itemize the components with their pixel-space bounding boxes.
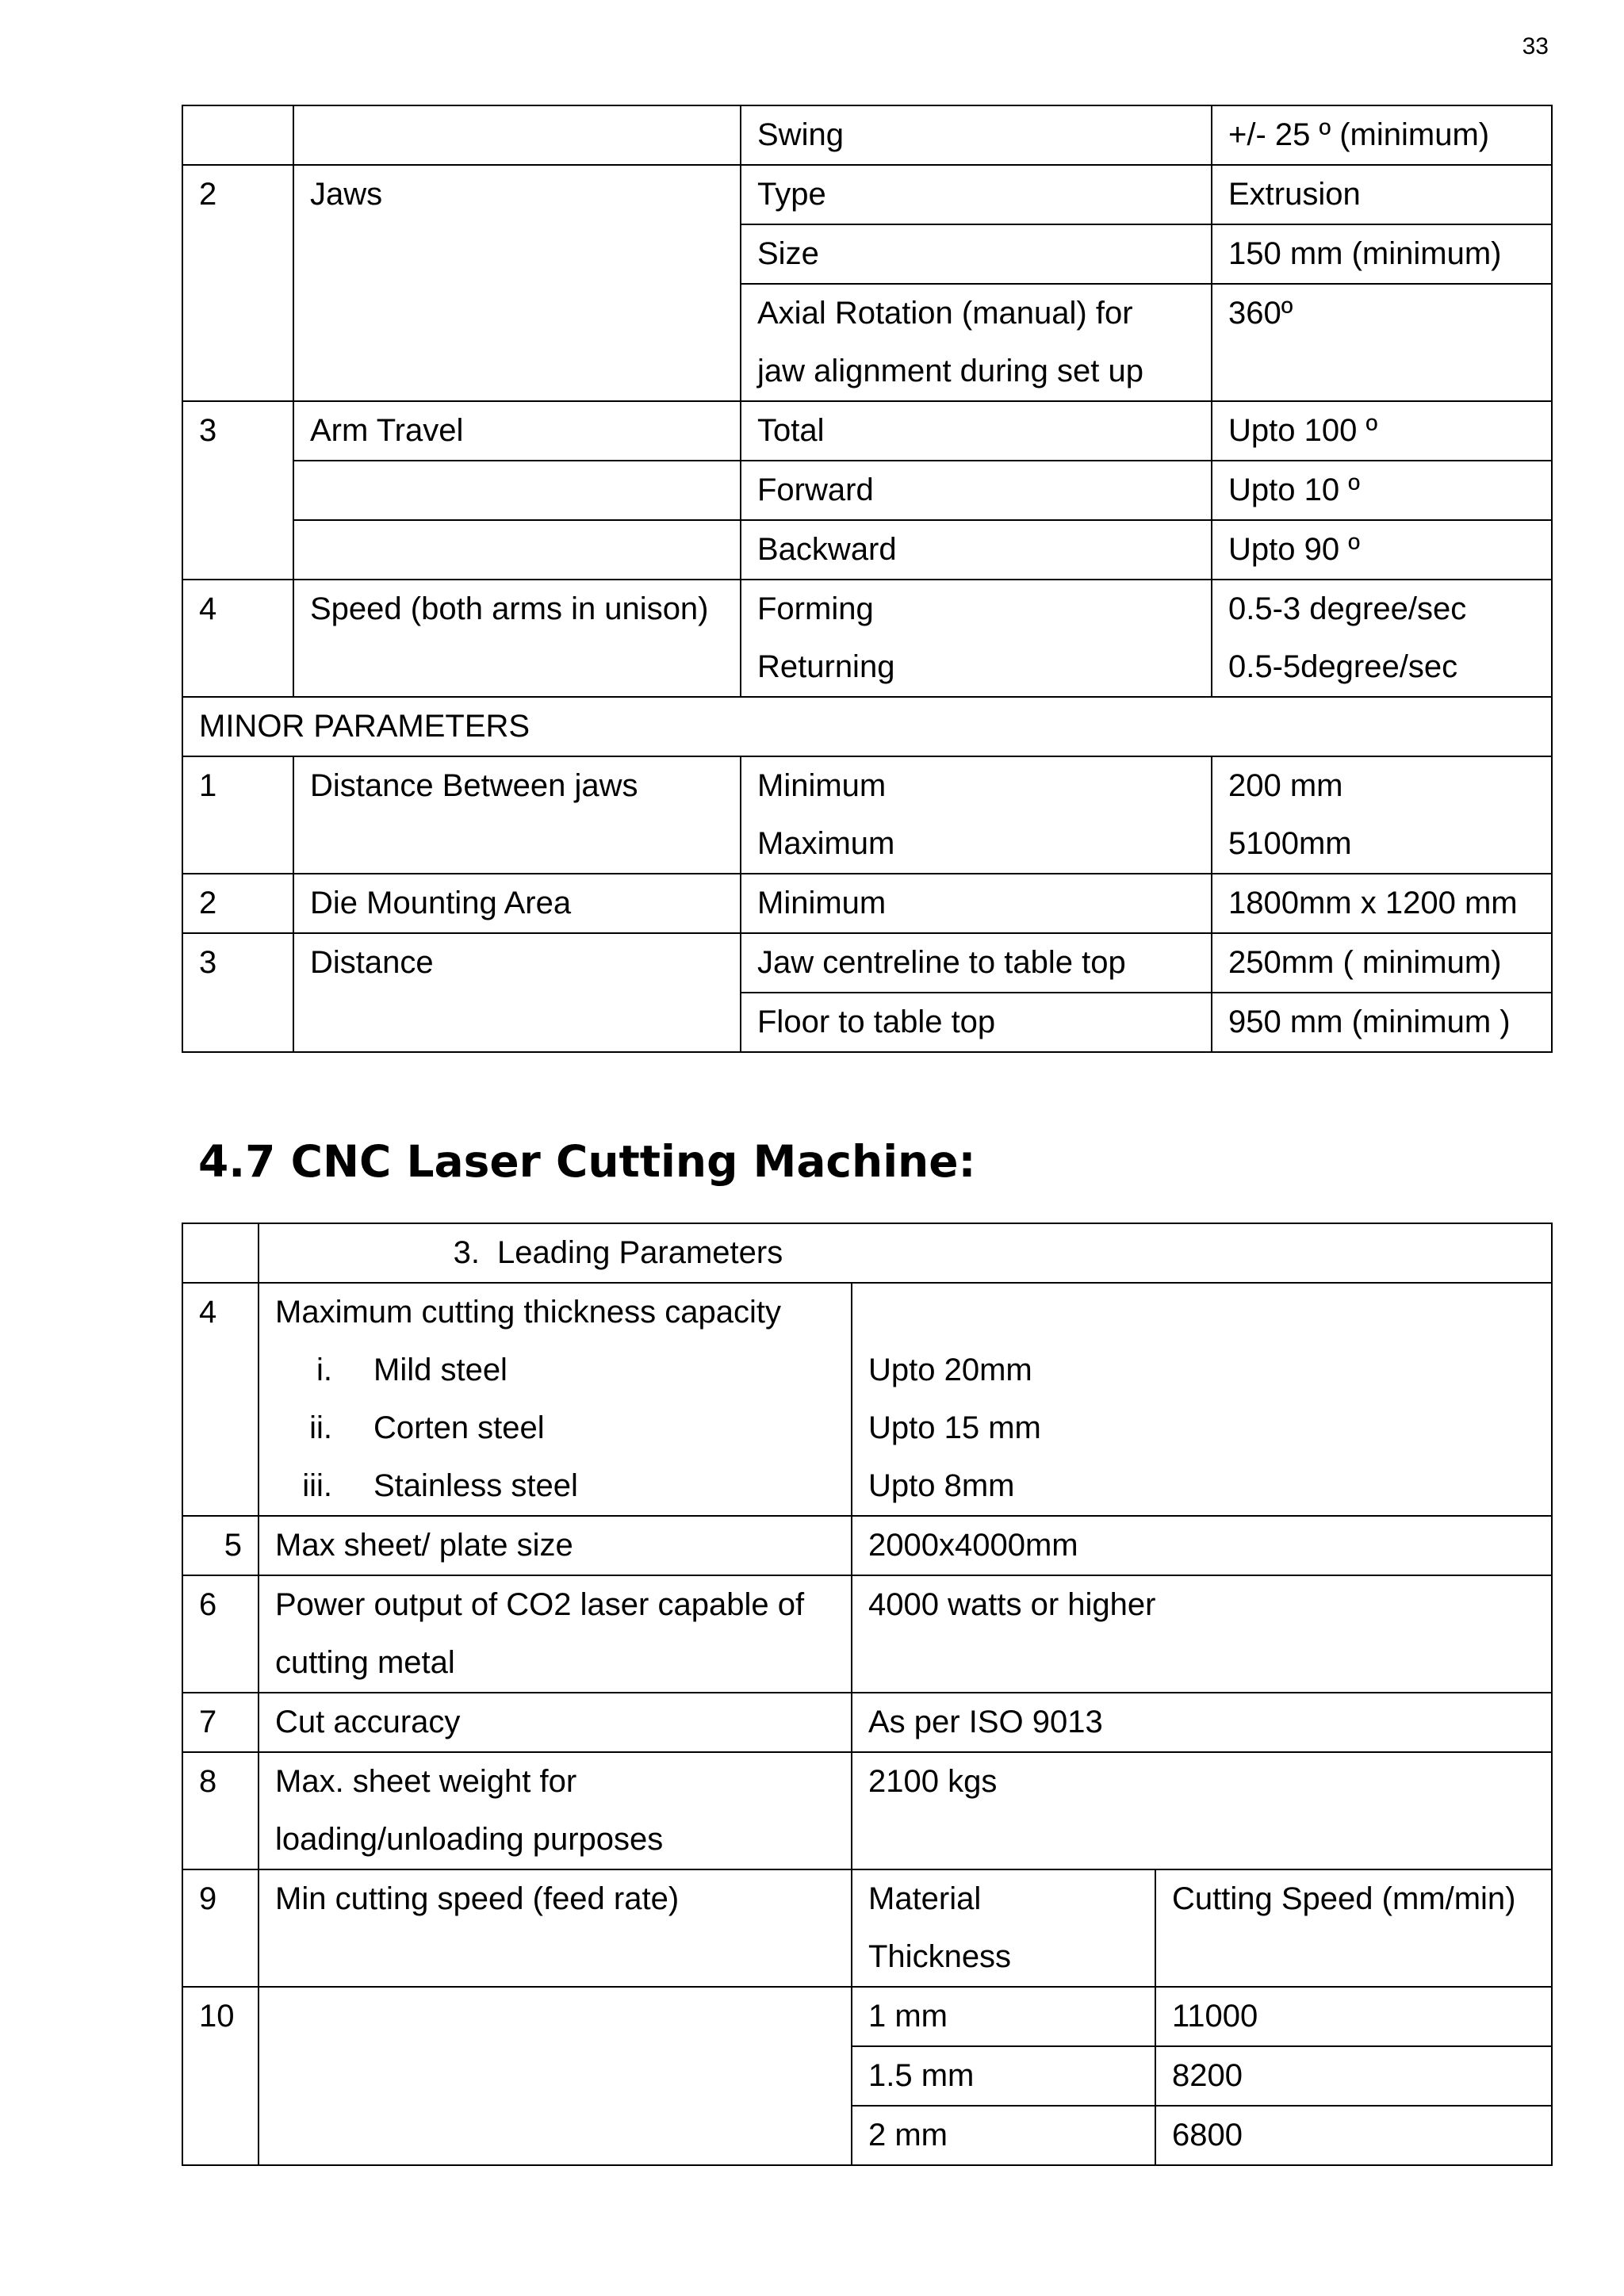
table-cell: 2 <box>182 165 293 401</box>
table-cell <box>259 1987 852 2165</box>
table-cell: 3 <box>182 401 293 580</box>
table-cell: Forward <box>741 461 1212 520</box>
table-row <box>182 933 1552 993</box>
table-cell: Floor to table top <box>741 993 1212 1052</box>
table-cell: Backward <box>741 520 1212 580</box>
table-row <box>182 697 1552 756</box>
table-cell <box>741 756 1212 874</box>
table-row <box>182 461 1552 520</box>
table-cell: 2 <box>182 874 293 933</box>
table-row <box>182 165 1552 224</box>
table-cell <box>852 1869 1155 1987</box>
table-cell: Upto 100 º <box>1212 401 1552 461</box>
table-cell: 6800 <box>1155 2106 1552 2165</box>
table-cell: 1 <box>182 756 293 874</box>
table-cell <box>852 1283 1552 1516</box>
table-cell: Size <box>741 224 1212 284</box>
table-cell: Total <box>741 401 1212 461</box>
table-cell: Upto 10 º <box>1212 461 1552 520</box>
cell-line: Forming <box>757 591 874 626</box>
table-cell <box>1212 580 1552 697</box>
cell-line: 0.5-3 degree/sec <box>1228 591 1467 626</box>
table-cell: 1 mm <box>852 1987 1155 2046</box>
list-item <box>275 1341 851 1399</box>
table-cell: Max sheet/ plate size <box>259 1516 852 1575</box>
cell-line: Maximum cutting thickness capacity <box>275 1295 782 1330</box>
cell-line: Max. sheet weight for <box>275 1764 577 1799</box>
table-cell: 150 mm (minimum) <box>1212 224 1552 284</box>
table-cell <box>741 284 1212 401</box>
material-name: Stainless steel <box>373 1468 578 1503</box>
table-cell <box>182 105 293 165</box>
section-row-minor-parameters: MINOR PARAMETERS <box>182 697 1552 756</box>
table-cell: 1800mm x 1200 mm <box>1212 874 1552 933</box>
table-row <box>182 1752 1552 1869</box>
table-cell <box>182 1223 259 1283</box>
page-number: 33 <box>1522 33 1549 59</box>
table-cell: 8 <box>182 1752 259 1869</box>
table-row <box>182 520 1552 580</box>
table-row <box>182 874 1552 933</box>
table-cell <box>1212 756 1552 874</box>
table-cell <box>293 461 741 520</box>
roman-numeral: ii. <box>309 1410 332 1445</box>
table-cell: 950 mm (minimum ) <box>1212 993 1552 1052</box>
cell-line: cutting metal <box>275 1645 455 1680</box>
table-cell: Min cutting speed (feed rate) <box>259 1869 852 1987</box>
table-cell: As per ISO 9013 <box>852 1693 1552 1752</box>
table-row <box>182 580 1552 697</box>
table-cell <box>259 1283 852 1516</box>
table-cell: 4 <box>182 1283 259 1516</box>
table-row <box>182 401 1552 461</box>
cell-line: jaw alignment during set up <box>757 354 1143 388</box>
table-cell: Minimum <box>741 874 1212 933</box>
table-cell: 4000 watts or higher <box>852 1575 1552 1693</box>
leading-parameters-header <box>259 1223 1552 1283</box>
cell-line: 200 mm <box>1228 768 1343 803</box>
table-cell: Cutting Speed (mm/min) <box>1155 1869 1552 1987</box>
cell-line: Material <box>868 1881 982 1916</box>
table-cell: 360º <box>1212 284 1552 401</box>
table-cell: Swing <box>741 105 1212 165</box>
table-cell: 1.5 mm <box>852 2046 1155 2106</box>
table-cell: 250mm ( minimum) <box>1212 933 1552 993</box>
table-cell <box>293 520 741 580</box>
table-cell: 8200 <box>1155 2046 1552 2106</box>
table-cell: Cut accuracy <box>259 1693 852 1752</box>
table-cell: Distance <box>293 933 741 1052</box>
table-cell: Jaws <box>293 165 741 401</box>
cell-line: Returning <box>757 649 895 684</box>
material-name: Mild steel <box>373 1353 508 1387</box>
table-cell <box>259 1752 852 1869</box>
list-item <box>275 1399 851 1457</box>
table-cell: Upto 90 º <box>1212 520 1552 580</box>
table-cell: 2100 kgs <box>852 1752 1552 1869</box>
table-cell: +/- 25 º (minimum) <box>1212 105 1552 165</box>
cell-line: Upto 8mm <box>868 1468 1015 1503</box>
table-cell: 9 <box>182 1869 259 1987</box>
table-cell <box>259 1575 852 1693</box>
table-cell: 5 <box>182 1516 259 1575</box>
list-number: 3. <box>453 1235 480 1270</box>
section-heading: 4.7 CNC Laser Cutting Machine: <box>198 1136 976 1187</box>
bending-machine-spec-table <box>182 105 1553 1053</box>
table-cell: Die Mounting Area <box>293 874 741 933</box>
table-cell: 2 mm <box>852 2106 1155 2165</box>
cell-line: 5100mm <box>1228 826 1352 861</box>
table-cell: 10 <box>182 1987 259 2165</box>
material-name: Corten steel <box>373 1410 545 1445</box>
table-cell: Type <box>741 165 1212 224</box>
cell-line: Upto 15 mm <box>868 1410 1041 1445</box>
table-row <box>182 756 1552 874</box>
cell-line: Maximum <box>757 826 895 861</box>
table-cell <box>741 580 1212 697</box>
cell-line: Power output of CO2 laser capable of <box>275 1587 805 1622</box>
cell-line: Thickness <box>868 1939 1012 1974</box>
table-row <box>182 1516 1552 1575</box>
list-item <box>275 1457 851 1515</box>
cell-line: Axial Rotation (manual) for <box>757 296 1133 331</box>
table-cell: 3 <box>182 933 293 1052</box>
table-cell: 7 <box>182 1693 259 1752</box>
table-row <box>182 1869 1552 1987</box>
header-label: Leading Parameters <box>497 1235 783 1270</box>
cell-line: loading/unloading purposes <box>275 1822 664 1857</box>
table-cell: Extrusion <box>1212 165 1552 224</box>
roman-numeral: i. <box>316 1353 332 1387</box>
table-cell: 2000x4000mm <box>852 1516 1552 1575</box>
roman-numeral: iii. <box>302 1468 332 1503</box>
table-cell: 11000 <box>1155 1987 1552 2046</box>
table-row <box>182 1575 1552 1693</box>
cell-line: 0.5-5degree/sec <box>1228 649 1458 684</box>
table-cell: 6 <box>182 1575 259 1693</box>
table-row <box>182 1987 1552 2046</box>
table-row <box>182 1693 1552 1752</box>
table-cell: Arm Travel <box>293 401 741 461</box>
table-row <box>182 1283 1552 1516</box>
table-cell <box>293 105 741 165</box>
table-row <box>182 105 1552 165</box>
table-cell: Speed (both arms in unison) <box>293 580 741 697</box>
table-cell: Distance Between jaws <box>293 756 741 874</box>
table-row <box>182 1223 1552 1283</box>
cell-line: Upto 20mm <box>868 1353 1032 1387</box>
table-cell: 4 <box>182 580 293 697</box>
laser-cutting-spec-table <box>182 1223 1553 2166</box>
table-cell: Jaw centreline to table top <box>741 933 1212 993</box>
cell-line <box>868 1284 1551 1341</box>
cell-line: Minimum <box>757 768 887 803</box>
